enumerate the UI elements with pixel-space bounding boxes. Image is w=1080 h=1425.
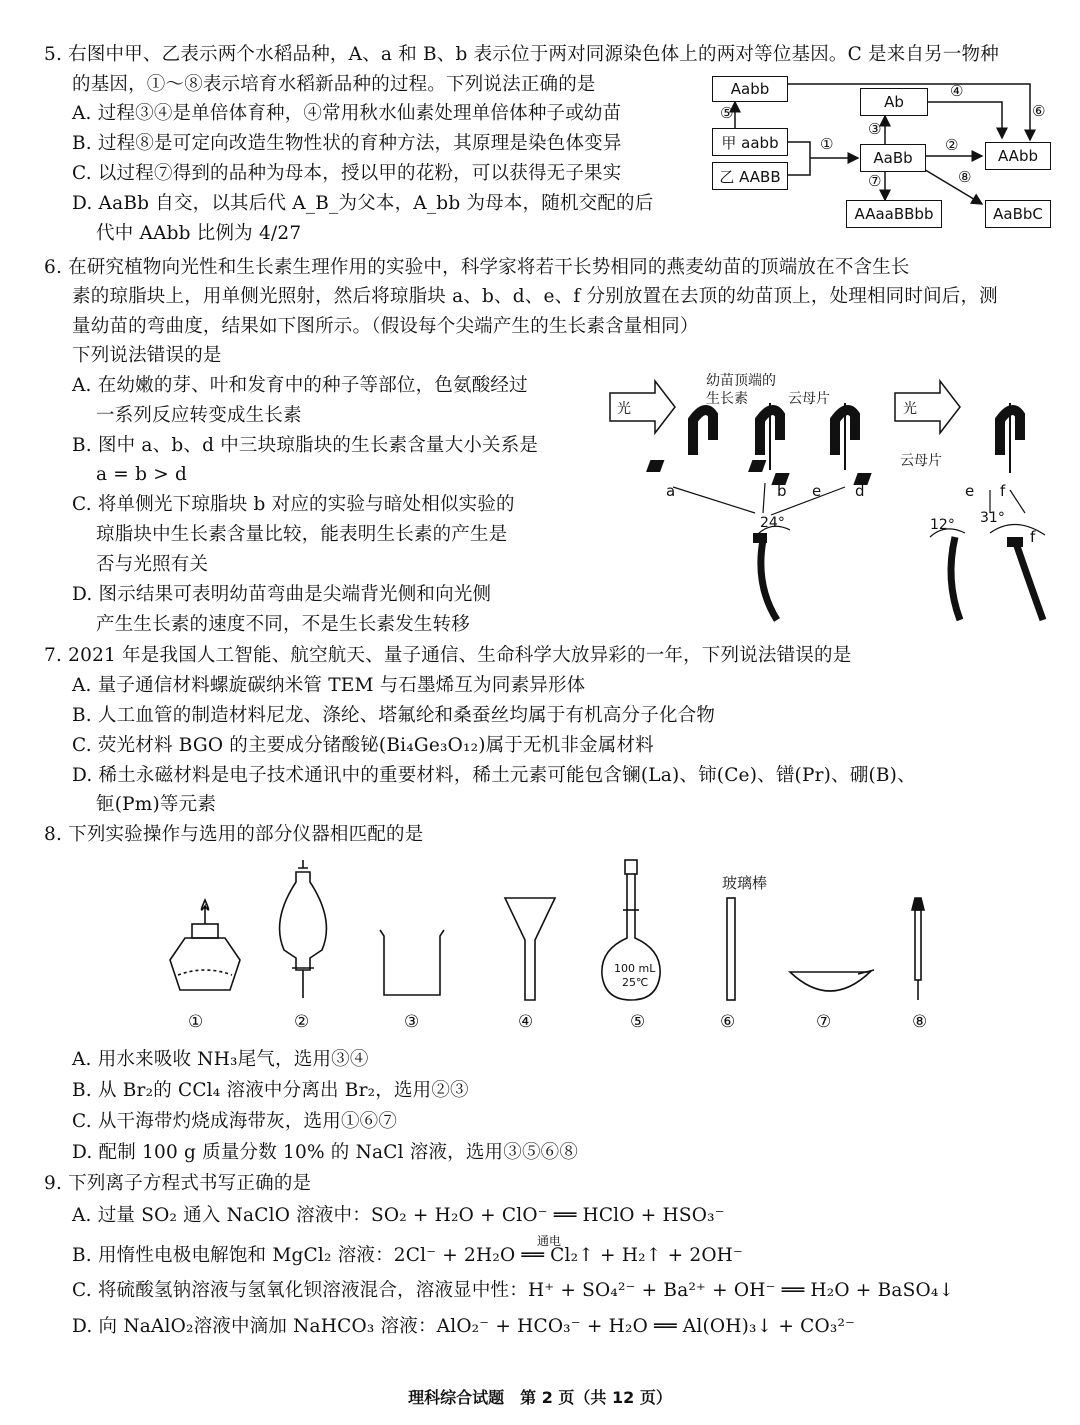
glass-rod-label: 玻璃棒 (722, 874, 768, 892)
apparatus-label-3: ③ (404, 1012, 420, 1032)
q9-stem: 9. 下列离子方程式书写正确的是 (44, 1173, 312, 1194)
step-7-label: ⑦ (868, 172, 882, 190)
q5-stem-line1: 5. 右图中甲、乙表示两个水稻品种，A、a 和 B、b 表示位于两对同源染色体上的两对等位基因。C 是来自另一物种 (44, 44, 999, 65)
q6-option-b-line2: a = b > d (96, 464, 188, 485)
page-footer: 理科综合试题 第 2 页（共 12 页） (408, 1388, 672, 1407)
q9-option-a: A. 过量 SO₂ 通入 NaClO 溶液中：SO₂ + H₂O + ClO⁻ ══ HClO + HSO₃⁻ (72, 1205, 725, 1226)
agar-e-right-label: e (965, 482, 975, 500)
light-label-2: 光 (903, 401, 917, 417)
q6-option-a-line1: A. 在幼嫩的芽、叶和发育中的种子等部位，色氨酸经过 (72, 375, 528, 396)
q6-option-d-line1: D. 图示结果可表明幼苗弯曲是尖端背光侧和向光侧 (72, 584, 492, 605)
q6-stem-line4: 下列说法错误的是 (72, 345, 222, 366)
node-aabb-target: AAbb (985, 142, 1051, 170)
q6-stem-line2: 素的琼脂块上，用单侧光照射，然后将琼脂块 a、b、d、e、f 分别放置在去顶的幼苗顶上，处理相同时间后，测 (72, 286, 998, 307)
q7-option-d-line2: 钷(Pm)等元素 (96, 794, 217, 815)
q5-option-a: A. 过程③④是单倍体育种，④常用秋水仙素处理单倍体种子或幼苗 (72, 103, 622, 124)
step-2-label: ② (945, 136, 959, 154)
apparatus-label-5: ⑤ (630, 1012, 646, 1032)
agar-f-right-label: f (1000, 482, 1006, 500)
q6-stem-line3: 量幼苗的弯曲度，结果如下图所示。（假设每个尖端产生的生长素含量相同） (72, 316, 699, 337)
node-ab: Ab (860, 88, 928, 116)
q8-stem: 8. 下列实验操作与选用的部分仪器相匹配的是 (44, 824, 424, 845)
q5-stem-line2: 的基因，①～⑧表示培育水稻新品种的过程。下列说法正确的是 (72, 74, 596, 95)
q6-option-d-line2: 产生生长素的速度不同，不是生长素发生转移 (96, 614, 471, 635)
q5-option-d-line2: 代中 AAbb 比例为 4/27 (96, 223, 302, 244)
mica-label-1: 云母片 (788, 391, 830, 407)
step-5-label: ⑤ (720, 104, 734, 122)
node-aabb-hybrid: AaBb (860, 144, 926, 172)
apparatus-label-1: ① (188, 1012, 204, 1032)
q7-option-a: A. 量子通信材料螺旋碳纳米管 TEM 与石墨烯互为同素异形体 (72, 675, 586, 696)
q9-option-d: D. 向 NaAlO₂溶液中滴加 NaHCO₃ 溶液：AlO₂⁻ + HCO₃⁻ + H₂O ══ Al(OH)₃↓ + CO₃²⁻ (72, 1316, 856, 1337)
electrolysis-condition: 通电 (537, 1234, 562, 1248)
node-aabb-top: Aabb (712, 76, 788, 102)
q8-option-c: C. 从干海带灼烧成海带灰，选用①⑥⑦ (72, 1111, 398, 1132)
step-3-label: ③ (868, 120, 882, 138)
node-yi: 乙 AABB (712, 162, 788, 190)
apparatus-label-2: ② (294, 1012, 310, 1032)
q6-option-b-line1: B. 图中 a、b、d 中三块琼脂块的生长素含量大小关系是 (72, 435, 539, 456)
node-jia: 甲 aabb (712, 128, 788, 156)
q6-stem-line1: 6. 在研究植物向光性和生长素生理作用的实验中，科学家将若干长势相同的燕麦幼苗的顶端放在不含生长 (44, 257, 910, 278)
step-4-label: ④ (950, 82, 964, 100)
q5-option-b: B. 过程⑧是可定向改造生物性状的育种方法，其原理是染色体变异 (72, 133, 622, 154)
q7-stem: 7. 2021 年是我国人工智能、航空航天、量子通信、生命科学大放异彩的一年，下列说法错误的是 (44, 645, 852, 666)
agar-b-label: b (777, 482, 787, 500)
q6-option-c-line3: 否与光照有关 (96, 554, 209, 575)
q5-option-d-line1: D. AaBb 自交，以其后代 A_B_为父本，A_bb 为母本，随机交配的后 (72, 193, 654, 214)
flask-volume-label: 100 mL (614, 962, 656, 975)
seedling-f-label: f (1030, 528, 1036, 546)
light-label-1: 光 (617, 401, 631, 417)
tip-auxin-label-line2: 生长素 (706, 391, 748, 407)
q7-option-d-line1: D. 稀土永磁材料是电子技术通讯中的重要材料，稀土元素可能包含镧(La)、铈(Ce)、镨(Pr)、硼(B)、 (72, 765, 916, 786)
q8-option-b: B. 从 Br₂的 CCl₄ 溶液中分离出 Br₂，选用②③ (72, 1080, 469, 1101)
agar-d-label: d (855, 482, 865, 500)
angle-12-label: 12° (930, 517, 955, 533)
step-8-label: ⑧ (958, 168, 972, 186)
q8-option-d: D. 配制 100 g 质量分数 10% 的 NaCl 溶液，选用③⑤⑥⑧ (72, 1142, 579, 1163)
apparatus-label-8: ⑧ (912, 1012, 928, 1032)
q9-option-b: B. 用惰性电极电解饱和 MgCl₂ 溶液：2Cl⁻ + 2H₂O ══ Cl₂↑ + H₂↑ + 2OH⁻ (72, 1245, 743, 1266)
step-6-label: ⑥ (1032, 102, 1046, 120)
node-aabbc: AaBbC (985, 200, 1051, 228)
apparatus-label-7: ⑦ (816, 1012, 832, 1032)
agar-a-label: a (666, 482, 676, 500)
agar-e-label: e (812, 482, 822, 500)
q6-option-c-line2: 琼脂块中生长素含量比较，能表明生长素的产生是 (96, 524, 508, 545)
mica-label-2: 云母片 (900, 453, 942, 469)
q7-option-b: B. 人工血管的制造材料尼龙、涤纶、塔氟纶和桑蚕丝均属于有机高分子化合物 (72, 705, 716, 726)
angle-31-label: 31° (980, 510, 1005, 526)
q6-option-a-line2: 一系列反应转变成生长素 (96, 405, 302, 426)
q6-option-c-line1: C. 将单侧光下琼脂块 b 对应的实验与暗处相似实验的 (72, 494, 515, 515)
flask-temp-label: 25℃ (622, 976, 649, 989)
step-1-label: ① (820, 135, 834, 153)
q9-option-c: C. 将硫酸氢钠溶液与氢氧化钡溶液混合，溶液显中性：H⁺ + SO₄²⁻ + Ba²⁺ + OH⁻ ══ H₂O + BaSO₄↓ (72, 1280, 955, 1301)
apparatus-drawing (150, 850, 950, 1010)
q7-option-c: C. 荧光材料 BGO 的主要成分锗酸铋(Bi₄Ge₃O₁₂)属于无机非金属材料 (72, 735, 654, 756)
apparatus-label-4: ④ (518, 1012, 534, 1032)
angle-24-label: 24° (760, 515, 785, 531)
apparatus-label-6: ⑥ (720, 1012, 736, 1032)
tip-auxin-label-line1: 幼苗顶端的 (706, 373, 776, 389)
q5-option-c: C. 以过程⑦得到的品种为母本，授以甲的花粉，可以获得无子果实 (72, 163, 622, 184)
q8-option-a: A. 用水来吸收 NH₃尾气，选用③④ (72, 1049, 369, 1070)
node-aaaabbbb: AAaaBBbb (846, 200, 942, 228)
